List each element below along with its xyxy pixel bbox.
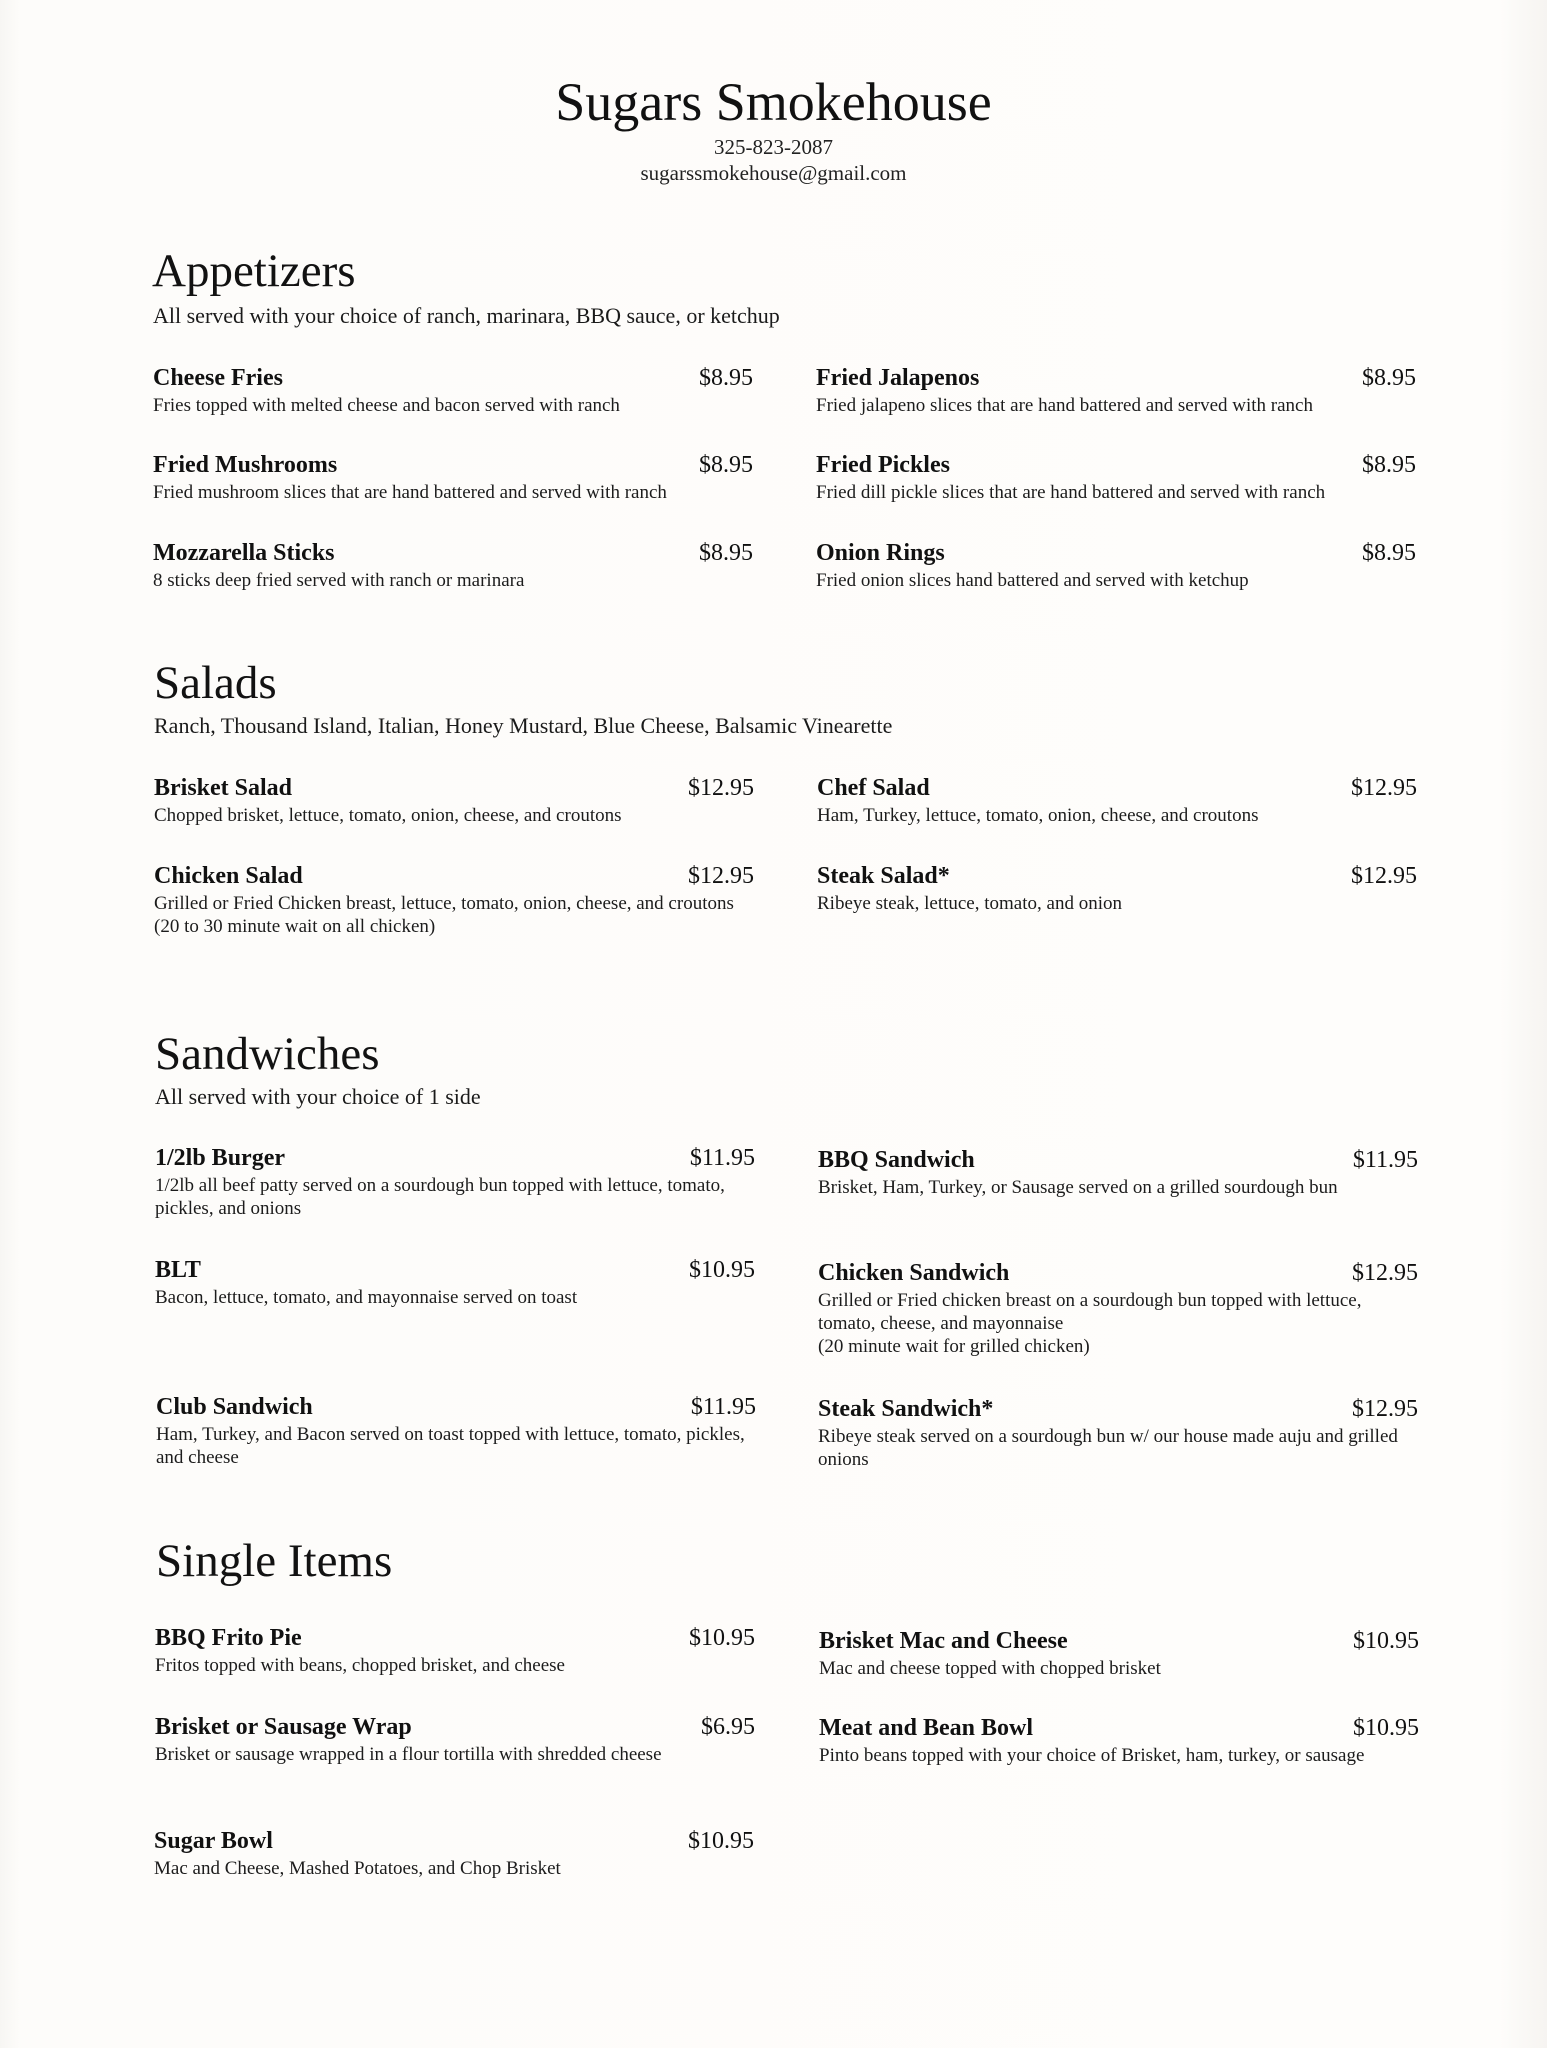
item-description: Ribeye steak served on a sourdough bun w/ our house made auju and grilled onions xyxy=(818,1426,1398,1470)
menu-item-half-pound-burger xyxy=(155,1142,755,1220)
menu-item-club-sandwich xyxy=(156,1391,756,1469)
menu-item-brisket-or-sausage-wrap xyxy=(155,1711,755,1766)
item-price: $8.95 xyxy=(1362,365,1416,391)
item-price: $8.95 xyxy=(699,365,753,391)
menu-item-brisket-mac-and-cheese xyxy=(819,1625,1419,1680)
phone-number: 325-823-2087 xyxy=(714,135,833,159)
item-price: $10.95 xyxy=(689,1257,755,1283)
item-name: Cheese Fries xyxy=(153,365,283,391)
item-name: 1/2lb Burger xyxy=(155,1145,285,1171)
item-price: $12.95 xyxy=(1351,775,1417,801)
item-price: $12.95 xyxy=(688,863,754,889)
menu-item-chef-salad xyxy=(817,772,1417,827)
item-name: Fried Jalapenos xyxy=(816,365,980,391)
email-address: sugarssmokehouse@gmail.com xyxy=(640,161,907,185)
item-description: Pinto beans topped with your choice of Brisket, ham, turkey, or sausage xyxy=(819,1745,1365,1766)
menu-item-steak-sandwich xyxy=(818,1393,1418,1471)
item-wait-note: (20 minute wait for grilled chicken) xyxy=(818,1336,1090,1357)
item-price: $11.95 xyxy=(1352,1147,1418,1173)
item-description: Fried onion slices hand battered and served with ketchup xyxy=(816,570,1249,591)
menu-item-bbq-frito-pie xyxy=(155,1622,755,1677)
item-price: $12.95 xyxy=(1352,1396,1418,1422)
item-price: $8.95 xyxy=(699,452,753,478)
menu-item-onion-rings xyxy=(816,537,1416,592)
item-name: Brisket or Sausage Wrap xyxy=(155,1714,412,1740)
item-price: $10.95 xyxy=(689,1625,755,1651)
item-price: $12.95 xyxy=(688,775,754,801)
item-description: Brisket or sausage wrapped in a flour tortilla with shredded cheese xyxy=(155,1744,662,1765)
item-description: Mac and Cheese, Mashed Potatoes, and Chop Brisket xyxy=(154,1858,561,1879)
menu-item-chicken-sandwich xyxy=(818,1257,1418,1358)
menu-item-chicken-salad xyxy=(154,860,754,938)
menu-item-fried-pickles xyxy=(816,449,1416,504)
item-name: Brisket Salad xyxy=(154,775,293,801)
section-note-sandwiches: All served with your choice of 1 side xyxy=(155,1084,481,1109)
item-name: Chicken Salad xyxy=(154,863,303,889)
item-name: Fried Pickles xyxy=(816,452,950,478)
item-description: Ham, Turkey, and Bacon served on toast topped with lettuce, tomato, pickles, and cheese xyxy=(156,1424,745,1468)
item-name: BBQ Frito Pie xyxy=(155,1625,302,1651)
item-name: Brisket Mac and Cheese xyxy=(819,1628,1068,1654)
item-wait-note: (20 to 30 minute wait on all chicken) xyxy=(154,916,436,937)
item-price: $6.95 xyxy=(701,1714,755,1740)
item-price: $8.95 xyxy=(1362,540,1416,566)
item-name: Steak Sandwich* xyxy=(818,1396,994,1422)
item-name: Chef Salad xyxy=(817,775,930,801)
item-description: Chopped brisket, lettuce, tomato, onion, cheese, and croutons xyxy=(154,805,622,826)
item-name: BLT xyxy=(155,1257,201,1283)
section-note-salads: Ranch, Thousand Island, Italian, Honey Mustard, Blue Cheese, Balsamic Vinearette xyxy=(154,713,893,738)
menu-item-bbq-sandwich xyxy=(818,1144,1418,1199)
menu-item-fried-jalapenos xyxy=(816,362,1416,417)
menu-item-brisket-salad xyxy=(154,772,754,827)
section-title-salads: Salads xyxy=(154,657,277,709)
item-price: $8.95 xyxy=(1362,452,1416,478)
section-title-sandwiches: Sandwiches xyxy=(155,1028,380,1080)
item-description: Bacon, lettuce, tomato, and mayonnaise served on toast xyxy=(155,1287,578,1308)
item-name: Club Sandwich xyxy=(156,1394,313,1420)
item-price: $8.95 xyxy=(699,540,753,566)
menu-item-meat-and-bean-bowl xyxy=(819,1712,1419,1767)
item-description: Ribeye steak, lettuce, tomato, and onion xyxy=(817,893,1122,914)
section-note-appetizers: All served with your choice of ranch, marinara, BBQ sauce, or ketchup xyxy=(153,303,780,328)
item-name: Onion Rings xyxy=(816,540,945,566)
menu-item-steak-salad xyxy=(817,860,1417,915)
item-description: Fried mushroom slices that are hand battered and served with ranch xyxy=(153,482,667,503)
item-description: Ham, Turkey, lettuce, tomato, onion, cheese, and croutons xyxy=(817,805,1259,826)
item-name: BBQ Sandwich xyxy=(818,1147,975,1173)
section-title-single-items: Single Items xyxy=(156,1535,393,1587)
item-name: Fried Mushrooms xyxy=(153,452,338,478)
item-price: $10.95 xyxy=(1353,1628,1419,1654)
item-description: Brisket, Ham, Turkey, or Sausage served on a grilled sourdough bun xyxy=(818,1177,1338,1198)
menu-item-cheese-fries xyxy=(153,362,753,417)
item-description: Mac and cheese topped with chopped brisket xyxy=(819,1658,1161,1679)
item-price: $10.95 xyxy=(1353,1715,1419,1741)
item-description: Fritos topped with beans, chopped brisket, and cheese xyxy=(155,1655,565,1676)
item-description: Grilled or Fried Chicken breast, lettuce, tomato, onion, cheese, and croutons xyxy=(154,893,734,914)
item-name: Meat and Bean Bowl xyxy=(819,1715,1034,1741)
section-title-appetizers: Appetizers xyxy=(152,245,356,297)
item-description: Fried jalapeno slices that are hand battered and served with ranch xyxy=(816,395,1313,416)
item-name: Chicken Sandwich xyxy=(818,1260,1010,1286)
item-description: Fried dill pickle slices that are hand battered and served with ranch xyxy=(816,482,1326,503)
item-description: Fries topped with melted cheese and bacon served with ranch xyxy=(153,395,620,416)
item-price: $11.95 xyxy=(689,1145,755,1171)
item-description: 1/2lb all beef patty served on a sourdough bun topped with lettuce, tomato, pickles, and onions xyxy=(155,1175,725,1219)
menu-item-fried-mushrooms xyxy=(153,449,753,504)
restaurant-name: Sugars Smokehouse xyxy=(555,72,992,132)
menu-item-sugar-bowl xyxy=(154,1825,754,1880)
menu-item-blt xyxy=(155,1254,755,1309)
item-description: 8 sticks deep fried served with ranch or marinara xyxy=(153,570,525,591)
item-price: $10.95 xyxy=(688,1828,754,1854)
item-price: $11.95 xyxy=(690,1394,756,1420)
item-name: Steak Salad* xyxy=(817,863,950,889)
item-name: Mozzarella Sticks xyxy=(153,540,335,566)
item-name: Sugar Bowl xyxy=(154,1828,273,1854)
menu-header xyxy=(0,70,1547,186)
item-price: $12.95 xyxy=(1351,863,1417,889)
item-price: $12.95 xyxy=(1352,1260,1418,1286)
item-description: Grilled or Fried chicken breast on a sourdough bun topped with lettuce, tomato, cheese, and mayonnaise xyxy=(818,1290,1362,1334)
menu-item-mozzarella-sticks xyxy=(153,537,753,592)
